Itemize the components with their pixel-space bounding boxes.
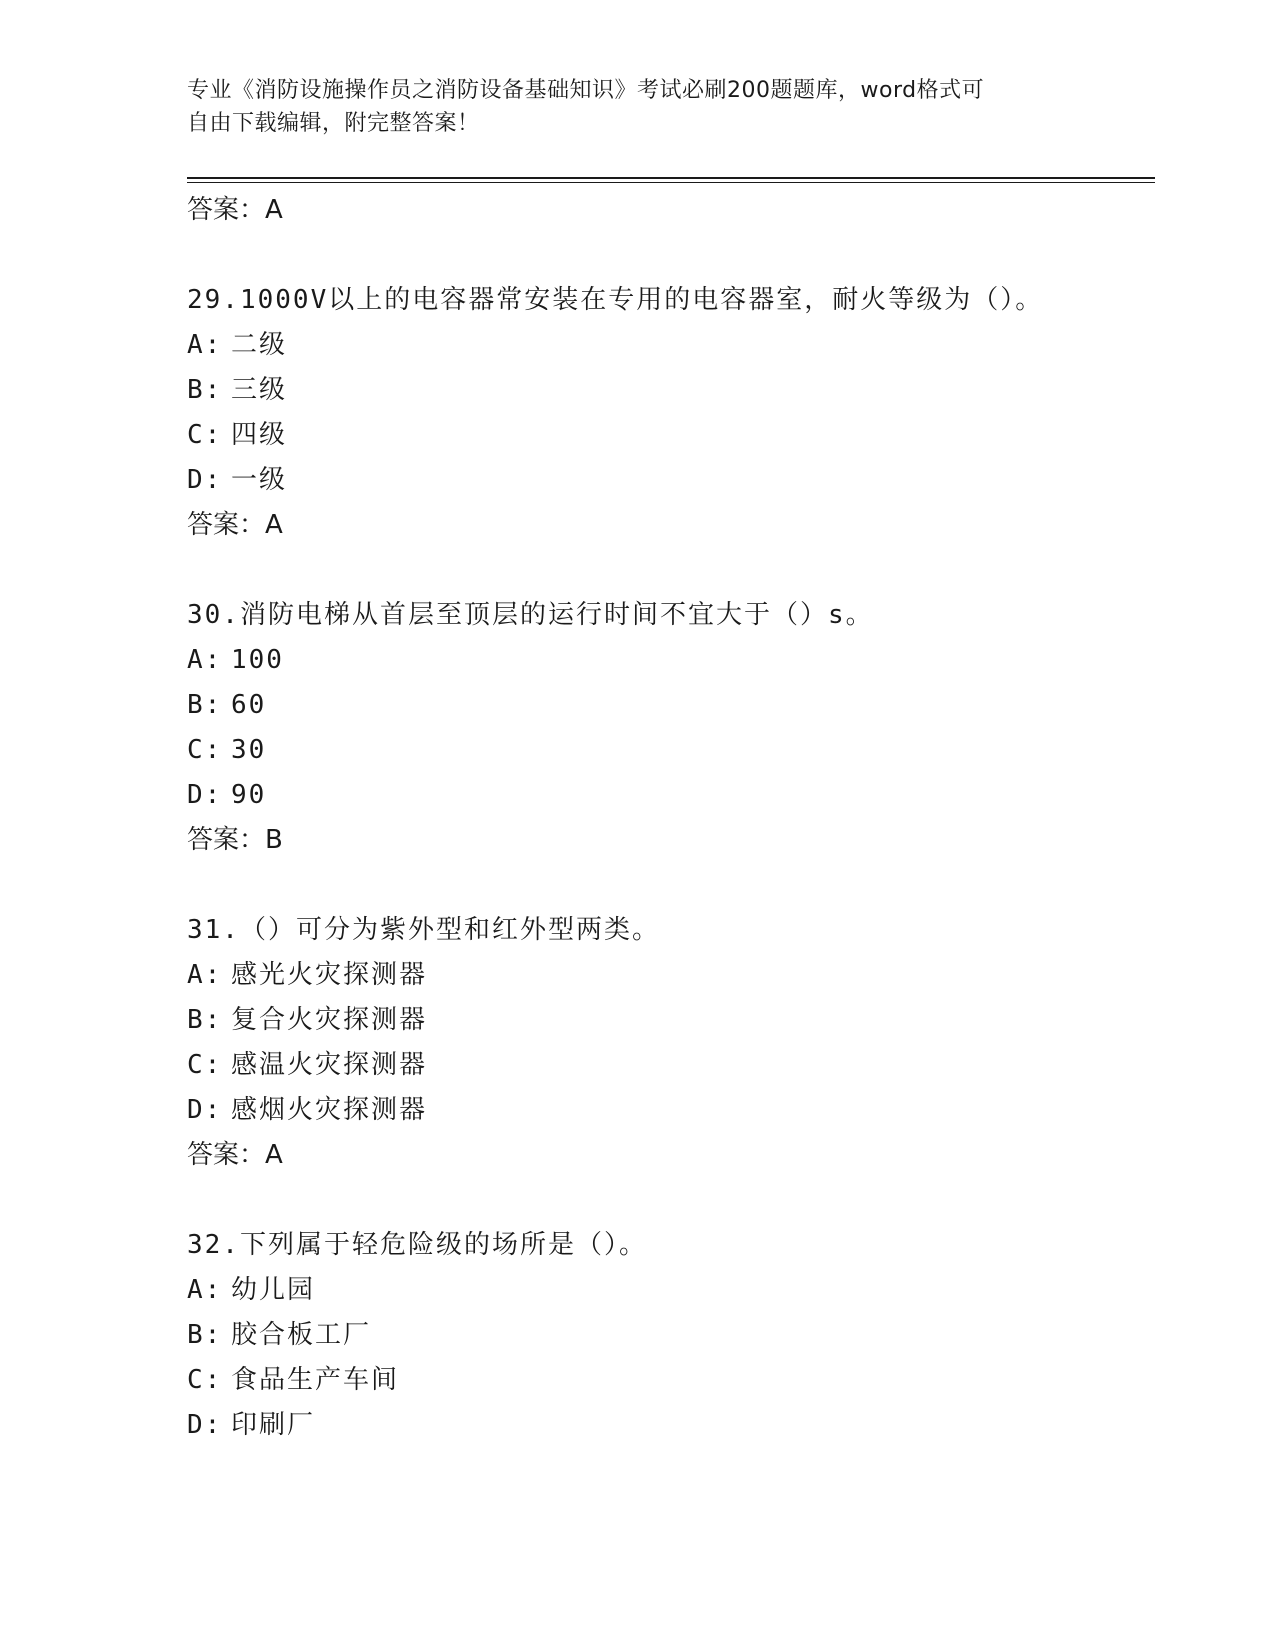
question-block [187, 278, 1155, 548]
option-text: 100 [231, 645, 284, 675]
question-block [187, 908, 1155, 1178]
option-letter: C: [187, 1050, 223, 1080]
question-text: 32.下列属于轻危险级的场所是（）。 [187, 1230, 647, 1260]
option-b [187, 683, 1155, 728]
option-letter: D: [187, 1095, 223, 1125]
option-text: 感光火灾探测器 [231, 960, 428, 990]
option-letter: B: [187, 1005, 223, 1035]
option-text: 二级 [231, 330, 288, 360]
option-letter: D: [187, 1410, 223, 1440]
header-title-line-2: 自由下载编辑，附完整答案！ [187, 111, 480, 136]
option-b [187, 998, 1155, 1043]
answer-line: 答案：B [187, 825, 283, 855]
option-text: 60 [231, 690, 267, 720]
option-c [187, 1043, 1155, 1088]
option-text: 30 [231, 735, 267, 765]
option-letter: A: [187, 330, 223, 360]
question-block [187, 593, 1155, 863]
option-b [187, 1313, 1155, 1358]
option-letter: D: [187, 780, 223, 810]
option-c [187, 1358, 1155, 1403]
option-letter: A: [187, 645, 223, 675]
option-d [187, 458, 1155, 503]
question-text: 29.1000V以上的电容器常安装在专用的电容器室，耐火等级为（）。 [187, 285, 1044, 315]
answer-line: 答案：A [187, 1140, 283, 1170]
question-text: 31.（）可分为紫外型和红外型两类。 [187, 915, 660, 945]
option-c [187, 413, 1155, 458]
header-title-line-1: 专业《消防设施操作员之消防设备基础知识》考试必刷200题题库，word格式可 [187, 78, 985, 103]
option-letter: B: [187, 1320, 223, 1350]
option-text: 感温火灾探测器 [231, 1050, 428, 1080]
option-text: 四级 [231, 420, 288, 450]
option-a [187, 638, 1155, 683]
option-text: 90 [231, 780, 267, 810]
option-letter: A: [187, 960, 223, 990]
option-c [187, 728, 1155, 773]
option-text: 感烟火灾探测器 [231, 1095, 428, 1125]
header-divider-thick [187, 177, 1155, 179]
option-d [187, 1088, 1155, 1133]
header-divider-thin [187, 182, 1155, 183]
option-letter: D: [187, 465, 223, 495]
option-text: 一级 [231, 465, 288, 495]
option-text: 三级 [231, 375, 288, 405]
option-d [187, 773, 1155, 818]
option-letter: C: [187, 735, 223, 765]
option-letter: B: [187, 375, 223, 405]
question-text: 30.消防电梯从首层至顶层的运行时间不宜大于（）s。 [187, 600, 874, 630]
option-b [187, 368, 1155, 413]
option-letter: C: [187, 420, 223, 450]
document-header [187, 74, 1067, 140]
question-list [187, 188, 1155, 1448]
option-text: 复合火灾探测器 [231, 1005, 428, 1035]
option-letter: B: [187, 690, 223, 720]
option-letter: A: [187, 1275, 223, 1305]
option-a [187, 1268, 1155, 1313]
option-text: 幼儿园 [231, 1275, 316, 1305]
option-text: 印刷厂 [231, 1410, 316, 1440]
answer-line: 答案：A [187, 510, 283, 540]
option-a [187, 323, 1155, 368]
question-block [187, 1223, 1155, 1448]
previous-answer: 答案：A [187, 195, 283, 225]
option-d [187, 1403, 1155, 1448]
option-letter: C: [187, 1365, 223, 1395]
option-text: 胶合板工厂 [231, 1320, 372, 1350]
option-text: 食品生产车间 [231, 1365, 400, 1395]
option-a [187, 953, 1155, 998]
